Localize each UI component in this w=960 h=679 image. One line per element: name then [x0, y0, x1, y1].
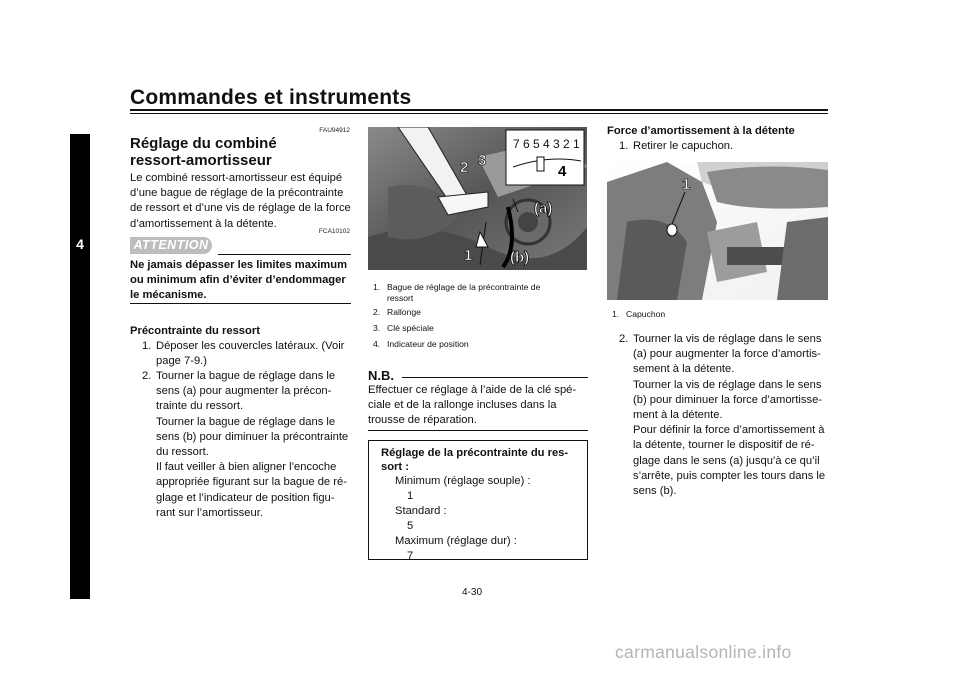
scale-label: 7 6 5 4 3 2 1	[513, 137, 580, 151]
step-1	[142, 339, 351, 371]
step-number: 1.	[619, 140, 629, 152]
caption-text: ressort	[387, 293, 414, 303]
spec-max-value: 7	[407, 550, 414, 562]
caption-number: 2.	[373, 307, 381, 317]
nb-heading: N.B.	[368, 368, 394, 383]
caption-text: Indicateur de position	[387, 339, 469, 349]
label-b: (b)	[510, 249, 530, 266]
nb-line: Effectuer ce réglage à l’aide de la clé spé-	[368, 384, 577, 396]
step-line: (b) pour diminuer la force d’amortisse-	[633, 393, 823, 406]
step-line: la détente, tourner le dispositif de ré-	[633, 439, 815, 452]
step-line: sens (b) pour diminuer la précontrainte	[156, 430, 349, 443]
step-line: trainte du ressort.	[156, 400, 244, 413]
step-line: sens (a) pour augmenter la précon-	[156, 385, 332, 398]
step-line: Tourner la bague de réglage dans le	[156, 370, 336, 382]
label-4: 4	[558, 163, 567, 180]
attention-bottom-rule	[130, 303, 351, 304]
spec-max-label: Maximum (réglage dur) :	[395, 535, 517, 547]
step-line: du ressort.	[156, 446, 209, 459]
caption-text: Capuchon	[626, 309, 666, 319]
step-line: Pour définir la force d’amortissement à	[633, 424, 825, 437]
intro-line: d’amortissement à la détente.	[130, 217, 277, 230]
rebound-step-2	[619, 332, 828, 502]
caption-number: 1.	[373, 282, 381, 292]
step-line: sens (b).	[633, 485, 677, 498]
preload-adjuster-photo	[368, 127, 587, 270]
page-number: 4-30	[462, 587, 483, 598]
rebound-figure-svg	[607, 162, 828, 300]
step-number: 2.	[619, 333, 629, 345]
caption-item	[373, 282, 588, 305]
preload-spec-box	[368, 440, 588, 560]
step-line: Déposer les couvercles latéraux. (Voir	[156, 340, 345, 352]
step-line: page 7-9.)	[156, 355, 207, 368]
nb-bottom-rule	[368, 430, 588, 431]
spec-title: sort :	[381, 460, 409, 473]
caption-number: 4.	[373, 339, 381, 349]
label-1: 1	[682, 176, 691, 193]
ref-code: FCA10102	[318, 228, 350, 235]
header-rule	[130, 109, 828, 111]
nb-line: trousse de réparation.	[368, 414, 477, 427]
caption-number: 3.	[373, 323, 381, 333]
step-line: ment à la détente.	[633, 409, 723, 422]
watermark: carmanualsonline.info	[615, 642, 792, 662]
label-1: 1	[464, 247, 473, 264]
chapter-tab	[70, 134, 90, 599]
caption-item	[373, 323, 588, 339]
subheading-preload: Précontrainte du ressort	[130, 325, 260, 337]
section-title-line2: ressort-amortisseur	[130, 152, 272, 169]
caption-number: 1.	[612, 309, 620, 319]
rebound-cap-photo	[607, 162, 828, 300]
caption-item	[373, 339, 588, 355]
step-line: s’arrête, puis compter les tours dans le	[633, 469, 826, 482]
section-title-line1: Réglage du combiné	[130, 135, 277, 152]
spec-min-value: 1	[407, 490, 414, 502]
step-line: glage et l’indicateur de position figu-	[156, 491, 335, 504]
chapter-number: 4	[76, 236, 84, 252]
step-line: sement à la détente.	[633, 363, 735, 376]
rebound-step-1	[619, 139, 828, 155]
label-3: 3	[478, 152, 487, 169]
spec-standard-value: 5	[407, 520, 414, 532]
step-number: 2.	[142, 370, 152, 382]
warning-line: ou minimum afin d’éviter d’endommager	[130, 274, 346, 287]
spec-standard-label: Standard :	[395, 505, 447, 517]
page-title: Commandes et instruments	[130, 86, 412, 109]
caption-text: Rallonge	[387, 307, 421, 317]
header-rule-thin	[130, 113, 828, 114]
warning-text	[130, 258, 351, 304]
label-a: (a)	[534, 200, 553, 217]
figure-caption-list	[373, 282, 588, 355]
attention-badge: ATTENTION	[130, 237, 212, 254]
caption-text: Bague de réglage de la précontrainte de	[387, 282, 541, 292]
intro-line: d’une bague de réglage de la précontrainte	[130, 187, 344, 200]
subheading-rebound: Force d’amortissement à la détente	[607, 125, 795, 137]
step-line: rant sur l’amortisseur.	[156, 506, 263, 519]
step-number: 1.	[142, 340, 152, 352]
caption-item	[373, 307, 588, 323]
nb-rule	[402, 377, 588, 378]
caption-text: Clé spéciale	[387, 323, 434, 333]
step-line: glage dans le sens (a) jusqu’à ce qu’il	[633, 454, 820, 467]
step-line: Tourner la vis de réglage dans le sens	[633, 333, 822, 345]
attention-rule	[218, 254, 351, 255]
step-line: Tourner la vis de réglage dans le sens	[633, 378, 822, 391]
step-line: Retirer le capuchon.	[633, 140, 734, 152]
nb-line: ciale et de la rallonge incluses dans la	[368, 399, 557, 412]
step-2	[142, 369, 351, 524]
intro-line: de ressort et d’une vis de réglage de la force	[130, 202, 351, 215]
rebound-caption	[612, 309, 812, 320]
spec-title: Réglage de la précontrainte du res-	[381, 447, 569, 459]
label-2: 2	[460, 159, 469, 176]
intro-paragraph	[130, 171, 351, 232]
intro-line: Le combiné ressort-amortisseur est équipé	[130, 172, 343, 184]
step-line: Tourner la bague de réglage dans le	[156, 415, 336, 428]
spec-min-label: Minimum (réglage souple) :	[395, 475, 531, 487]
step-line: appropriée figurant sur la bague de ré-	[156, 476, 347, 489]
warning-line: le mécanisme.	[130, 289, 207, 302]
warning-line: Ne jamais dépasser les limites maximum	[130, 259, 348, 271]
nb-text	[368, 383, 588, 429]
ref-code: FAU94912	[319, 127, 350, 134]
step-line: Il faut veiller à bien aligner l’encoche	[156, 461, 337, 474]
step-line: (a) pour augmenter la force d’amortis-	[633, 348, 821, 361]
